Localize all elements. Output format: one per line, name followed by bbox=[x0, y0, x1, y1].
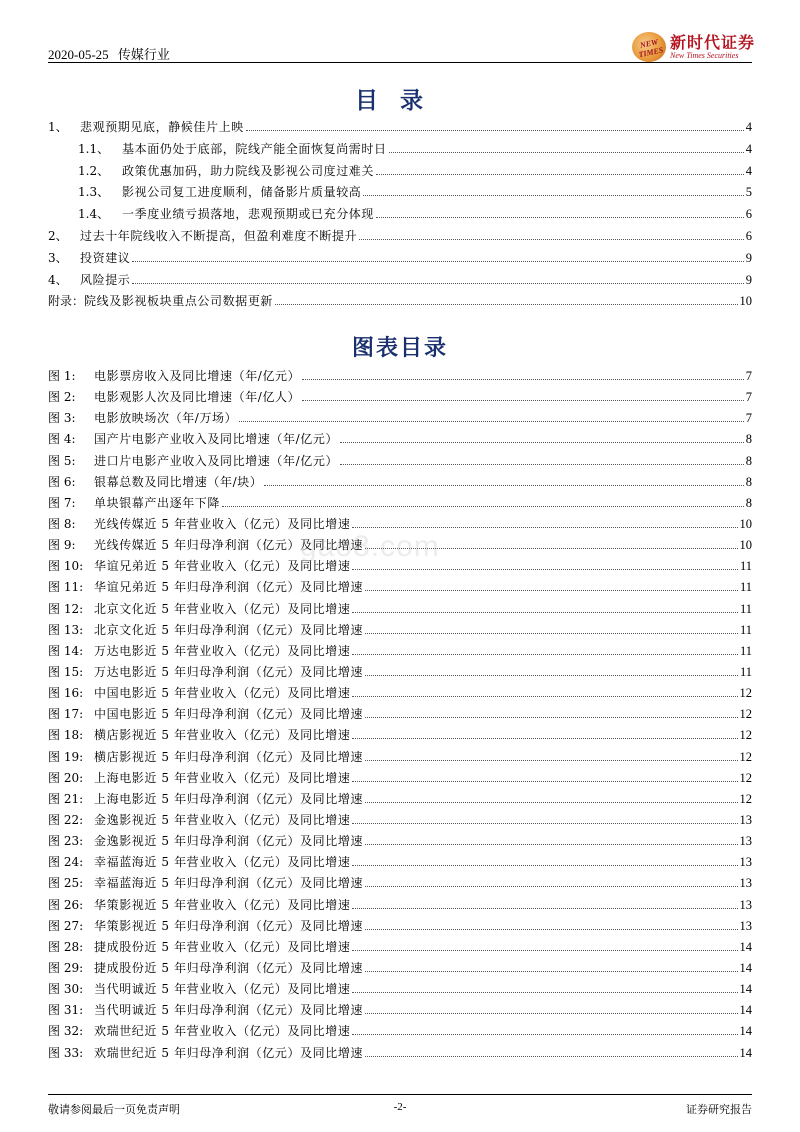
entry-page: 14 bbox=[739, 960, 752, 975]
entry-number: 图 8: bbox=[48, 516, 76, 531]
entry-title: 风险提示 bbox=[80, 272, 131, 287]
dot-leader bbox=[365, 632, 738, 634]
entry-title: 万达电影近 5 年营业收入（亿元）及同比增速 bbox=[94, 643, 351, 658]
entry-page: 14 bbox=[739, 982, 752, 997]
dot-leader bbox=[352, 822, 737, 824]
entry-number: 图 27: bbox=[48, 918, 84, 933]
page-header bbox=[48, 44, 170, 63]
entry-title: 幸福蓝海近 5 年归母净利润（亿元）及同比增速 bbox=[94, 876, 364, 891]
entry-number: 图 17: bbox=[48, 707, 84, 722]
entry-title: 幸福蓝海近 5 年营业收入（亿元）及同比增速 bbox=[94, 855, 351, 870]
entry-title: 悲观预期见底，静候佳片上映 bbox=[80, 120, 244, 134]
entry-page: 8 bbox=[745, 453, 752, 468]
figure-entry[interactable] bbox=[48, 896, 752, 917]
toc-entry[interactable] bbox=[48, 249, 752, 271]
entry-page: 12 bbox=[739, 707, 752, 722]
entry-page: 13 bbox=[739, 834, 752, 849]
figure-entry[interactable] bbox=[48, 832, 752, 853]
entry-number: 1.4、 bbox=[78, 207, 110, 222]
dot-leader bbox=[365, 589, 738, 591]
entry-page: 9 bbox=[745, 272, 752, 287]
entry-title: 电影票房收入及同比增速（年/亿元） bbox=[94, 369, 301, 383]
entry-number: 图 3: bbox=[48, 411, 76, 426]
footer-report-type: 证券研究报告 bbox=[686, 1103, 752, 1116]
entry-title: 光线传媒近 5 年归母净利润（亿元）及同比增速 bbox=[94, 538, 364, 553]
dot-leader bbox=[352, 568, 737, 570]
entry-page: 6 bbox=[745, 207, 752, 222]
figure-entry[interactable] bbox=[48, 959, 752, 980]
figure-entry[interactable] bbox=[48, 578, 752, 599]
entry-page: 8 bbox=[745, 432, 752, 447]
entry-title: 华谊兄弟近 5 年营业收入（亿元）及同比增速 bbox=[94, 559, 351, 574]
entry-title: 金逸影视近 5 年营业收入（亿元）及同比增速 bbox=[94, 812, 351, 827]
dot-leader bbox=[365, 674, 738, 676]
dot-leader bbox=[365, 1055, 737, 1057]
dot-leader bbox=[239, 420, 744, 422]
figure-entry[interactable] bbox=[48, 642, 752, 663]
header-divider bbox=[48, 62, 752, 63]
figure-entry[interactable] bbox=[48, 409, 752, 430]
figure-entry[interactable] bbox=[48, 473, 752, 494]
entry-page: 14 bbox=[739, 1024, 752, 1039]
entry-number: 图 24: bbox=[48, 855, 84, 870]
figure-entry[interactable] bbox=[48, 663, 752, 684]
entry-number: 图 7: bbox=[48, 495, 76, 510]
logo-mark-text: NEW TIMES bbox=[637, 37, 665, 60]
entry-page: 5 bbox=[745, 185, 752, 200]
entry-number: 图 18: bbox=[48, 728, 84, 743]
entry-title: 欢瑞世纪近 5 年归母净利润（亿元）及同比增速 bbox=[94, 1045, 364, 1060]
entry-title: 单块银幕产出逐年下降 bbox=[94, 495, 221, 510]
entry-number: 图 33: bbox=[48, 1045, 84, 1060]
figure-entry[interactable] bbox=[48, 705, 752, 726]
entry-title: 中国电影近 5 年营业收入（亿元）及同比增速 bbox=[94, 686, 351, 701]
dot-leader bbox=[132, 260, 743, 262]
industry-label: 传媒行业 bbox=[117, 47, 170, 62]
entry-title: 华策影视近 5 年归母净利润（亿元）及同比增速 bbox=[94, 918, 364, 933]
dot-leader bbox=[365, 885, 737, 887]
dot-leader bbox=[365, 970, 737, 972]
figure-entry[interactable] bbox=[48, 769, 752, 790]
entry-page: 12 bbox=[739, 770, 752, 785]
toc-entry[interactable] bbox=[48, 183, 752, 205]
dot-leader bbox=[365, 801, 737, 803]
dot-leader bbox=[365, 716, 737, 718]
entry-number: 1、 bbox=[48, 120, 68, 134]
figure-entry[interactable] bbox=[48, 790, 752, 811]
entry-title: 上海电影近 5 年营业收入（亿元）及同比增速 bbox=[94, 770, 351, 785]
dot-leader bbox=[365, 1012, 737, 1014]
dot-leader bbox=[340, 441, 744, 443]
dot-leader bbox=[264, 484, 743, 486]
entry-title: 北京文化近 5 年营业收入（亿元）及同比增速 bbox=[94, 601, 351, 616]
entry-title: 一季度业绩亏损落地，悲观预期或已充分体现 bbox=[122, 207, 375, 222]
dot-leader bbox=[376, 216, 744, 218]
figure-entry[interactable] bbox=[48, 494, 752, 515]
entry-title: 中国电影近 5 年归母净利润（亿元）及同比增速 bbox=[94, 707, 364, 722]
entry-page: 11 bbox=[739, 643, 752, 658]
figure-entry[interactable] bbox=[48, 726, 752, 747]
entry-number: 图 12: bbox=[48, 601, 84, 616]
entry-page: 11 bbox=[739, 664, 752, 679]
entry-page: 8 bbox=[745, 495, 752, 510]
dot-leader bbox=[365, 759, 737, 761]
dot-leader bbox=[376, 173, 744, 175]
table-of-contents bbox=[48, 118, 752, 314]
watermark: gao8.com bbox=[300, 530, 440, 563]
toc-entry[interactable] bbox=[48, 162, 752, 184]
entry-title: 当代明诚近 5 年归母净利润（亿元）及同比增速 bbox=[94, 1003, 364, 1018]
entry-title: 进口片电影产业收入及同比增速（年/亿元） bbox=[94, 453, 339, 468]
figure-entry[interactable] bbox=[48, 452, 752, 473]
toc-entry[interactable] bbox=[48, 205, 752, 227]
entry-number: 1.3、 bbox=[78, 185, 110, 200]
entry-number: 图 21: bbox=[48, 791, 84, 806]
entry-number: 3、 bbox=[48, 250, 68, 265]
entry-page: 10 bbox=[739, 294, 752, 309]
entry-number: 图 29: bbox=[48, 960, 84, 975]
entry-title: 当代明诚近 5 年营业收入（亿元）及同比增速 bbox=[94, 982, 351, 997]
entry-page: 13 bbox=[739, 918, 752, 933]
logo-name: 新时代证券 bbox=[670, 33, 756, 52]
entry-page: 12 bbox=[739, 749, 752, 764]
entry-page: 9 bbox=[745, 250, 752, 265]
toc-entry[interactable] bbox=[48, 292, 752, 314]
footer-disclaimer: 敬请参阅最后一页免责声明 bbox=[48, 1103, 180, 1116]
toc-entry[interactable] bbox=[48, 227, 752, 249]
footer-divider bbox=[48, 1094, 752, 1095]
figure-entry[interactable] bbox=[48, 748, 752, 769]
entry-number: 图 5: bbox=[48, 453, 76, 468]
dot-leader bbox=[222, 505, 744, 507]
entry-page: 7 bbox=[745, 369, 752, 383]
toc-entry[interactable] bbox=[48, 271, 752, 293]
entry-title: 华谊兄弟近 5 年归母净利润（亿元）及同比增速 bbox=[94, 580, 364, 595]
dot-leader bbox=[352, 526, 737, 528]
entry-title: 欢瑞世纪近 5 年营业收入（亿元）及同比增速 bbox=[94, 1024, 351, 1039]
entry-number: 图 32: bbox=[48, 1024, 84, 1039]
entry-title: 影视公司复工进度顺利，储备影片质量较高 bbox=[122, 185, 362, 200]
figure-entry[interactable] bbox=[48, 811, 752, 832]
dot-leader bbox=[352, 864, 737, 866]
entry-page: 13 bbox=[739, 855, 752, 870]
entry-title: 国产片电影产业收入及同比增速（年/亿元） bbox=[94, 432, 339, 447]
entry-number: 图 25: bbox=[48, 876, 84, 891]
dot-leader bbox=[352, 991, 737, 993]
entry-title: 电影放映场次（年/万场） bbox=[94, 411, 238, 426]
entry-number: 图 10: bbox=[48, 559, 84, 574]
entry-number: 图 4: bbox=[48, 432, 76, 447]
entry-title: 上海电影近 5 年归母净利润（亿元）及同比增速 bbox=[94, 791, 364, 806]
entry-title: 投资建议 bbox=[80, 250, 131, 265]
figure-entry[interactable] bbox=[48, 1001, 752, 1022]
entry-page: 8 bbox=[745, 474, 752, 489]
dot-leader bbox=[352, 1033, 737, 1035]
figure-list-heading: 图表目录 bbox=[351, 336, 448, 361]
entry-page: 12 bbox=[739, 728, 752, 743]
dot-leader bbox=[340, 463, 744, 465]
entry-number: 图 1: bbox=[48, 369, 76, 383]
entry-page: 12 bbox=[739, 791, 752, 806]
dot-leader bbox=[359, 238, 744, 240]
figure-entry[interactable] bbox=[48, 367, 752, 388]
entry-page: 10 bbox=[739, 516, 752, 531]
entry-number: 图 2: bbox=[48, 390, 76, 405]
toc-entry[interactable] bbox=[48, 140, 752, 162]
entry-page: 12 bbox=[739, 686, 752, 701]
entry-title: 过去十年院线收入不断提高，但盈利难度不断提升 bbox=[80, 228, 358, 243]
figure-entry[interactable] bbox=[48, 684, 752, 705]
dot-leader bbox=[275, 303, 737, 305]
entry-page: 14 bbox=[739, 1003, 752, 1018]
entry-page: 11 bbox=[739, 601, 752, 616]
entry-page: 11 bbox=[739, 559, 752, 574]
entry-number: 图 23: bbox=[48, 834, 84, 849]
entry-number: 图 20: bbox=[48, 770, 84, 785]
toc-entry[interactable] bbox=[48, 118, 752, 140]
entry-page: 6 bbox=[745, 228, 752, 243]
entry-page: 13 bbox=[739, 897, 752, 912]
entry-title: 银幕总数及同比增速（年/块） bbox=[94, 474, 263, 489]
entry-title: 电影观影人次及同比增速（年/亿人） bbox=[94, 390, 301, 405]
entry-page: 14 bbox=[739, 1045, 752, 1060]
dot-leader bbox=[363, 194, 743, 196]
entry-page: 4 bbox=[745, 120, 752, 134]
entry-title: 北京文化近 5 年归母净利润（亿元）及同比增速 bbox=[94, 622, 364, 637]
entry-title: 金逸影视近 5 年归母净利润（亿元）及同比增速 bbox=[94, 834, 364, 849]
entry-number: 2、 bbox=[48, 228, 68, 243]
entry-page: 10 bbox=[739, 538, 752, 553]
entry-number: 图 30: bbox=[48, 982, 84, 997]
report-date: 2020-05-25 bbox=[48, 47, 109, 62]
entry-number: 图 22: bbox=[48, 812, 84, 827]
figure-entry[interactable] bbox=[48, 853, 752, 874]
entry-page: 13 bbox=[739, 876, 752, 891]
dot-leader bbox=[352, 737, 737, 739]
entry-page: 4 bbox=[745, 163, 752, 178]
dot-leader bbox=[352, 695, 737, 697]
figure-entry[interactable] bbox=[48, 388, 752, 409]
figure-entry[interactable] bbox=[48, 980, 752, 1001]
figure-entry[interactable] bbox=[48, 917, 752, 938]
figure-list bbox=[48, 367, 752, 1065]
entry-page: 7 bbox=[745, 411, 752, 426]
entry-title: 横店影视近 5 年归母净利润（亿元）及同比增速 bbox=[94, 749, 364, 764]
dot-leader bbox=[352, 653, 737, 655]
entry-number: 图 16: bbox=[48, 686, 84, 701]
entry-page: 11 bbox=[739, 622, 752, 637]
entry-number: 图 15: bbox=[48, 664, 84, 679]
entry-number: 图 11: bbox=[48, 580, 84, 595]
entry-title: 政策优惠加码，助力院线及影视公司度过难关 bbox=[122, 163, 375, 178]
entry-page: 14 bbox=[739, 939, 752, 954]
entry-number: 图 9: bbox=[48, 538, 76, 553]
figure-entry[interactable] bbox=[48, 938, 752, 959]
entry-number: 1.2、 bbox=[78, 163, 110, 178]
entry-number: 图 31: bbox=[48, 1003, 84, 1018]
entry-page: 11 bbox=[739, 580, 752, 595]
dot-leader bbox=[352, 949, 737, 951]
figure-entry[interactable] bbox=[48, 430, 752, 451]
figure-entry[interactable] bbox=[48, 874, 752, 895]
dot-leader bbox=[246, 129, 744, 131]
dot-leader bbox=[302, 399, 744, 401]
toc-heading: 目录 bbox=[355, 88, 445, 114]
entry-page: 13 bbox=[739, 812, 752, 827]
figure-entry[interactable] bbox=[48, 621, 752, 642]
figure-entry[interactable] bbox=[48, 1044, 752, 1065]
entry-title: 捷成股份近 5 年营业收入（亿元）及同比增速 bbox=[94, 939, 351, 954]
dot-leader bbox=[352, 780, 737, 782]
entry-title: 光线传媒近 5 年营业收入（亿元）及同比增速 bbox=[94, 516, 351, 531]
entry-number: 图 26: bbox=[48, 897, 84, 912]
figure-entry[interactable] bbox=[48, 1022, 752, 1043]
dot-leader bbox=[132, 282, 743, 284]
entry-page: 7 bbox=[745, 390, 752, 405]
dot-leader bbox=[365, 928, 737, 930]
figure-entry[interactable] bbox=[48, 600, 752, 621]
entry-page: 4 bbox=[745, 141, 752, 156]
entry-number: 图 13: bbox=[48, 622, 84, 637]
dot-leader bbox=[389, 151, 744, 153]
entry-number: 附录： bbox=[48, 294, 85, 309]
entry-number: 图 19: bbox=[48, 749, 84, 764]
entry-number: 图 14: bbox=[48, 643, 84, 658]
dot-leader bbox=[302, 378, 744, 380]
entry-number: 4、 bbox=[48, 272, 68, 287]
entry-title: 横店影视近 5 年营业收入（亿元）及同比增速 bbox=[94, 728, 351, 743]
entry-title: 基本面仍处于底部，院线产能全面恢复尚需时日 bbox=[122, 141, 387, 156]
entry-number: 图 28: bbox=[48, 939, 84, 954]
dot-leader bbox=[365, 843, 737, 845]
page-number: -2- bbox=[393, 1101, 407, 1113]
entry-title: 华策影视近 5 年营业收入（亿元）及同比增速 bbox=[94, 897, 351, 912]
entry-title: 万达电影近 5 年归母净利润（亿元）及同比增速 bbox=[94, 664, 364, 679]
entry-title: 捷成股份近 5 年归母净利润（亿元）及同比增速 bbox=[94, 960, 364, 975]
dot-leader bbox=[352, 611, 737, 613]
dot-leader bbox=[352, 907, 737, 909]
logo-subtitle: New Times Securities bbox=[670, 51, 739, 60]
entry-title: 院线及影视板块重点公司数据更新 bbox=[84, 294, 274, 309]
entry-number: 1.1、 bbox=[78, 141, 110, 156]
entry-number: 图 6: bbox=[48, 474, 76, 489]
